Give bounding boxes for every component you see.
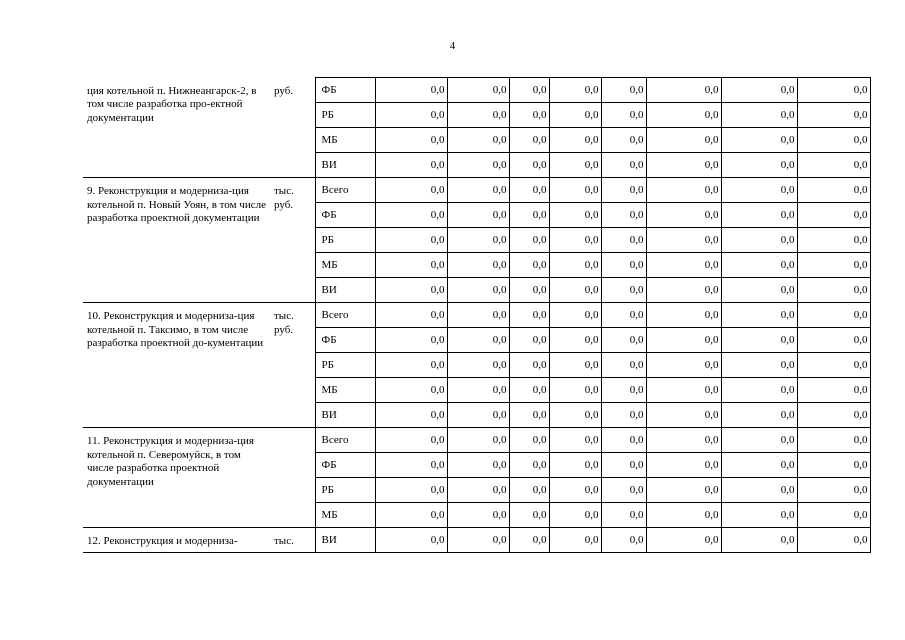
value-cell: 0,0 xyxy=(375,453,447,478)
value-cell: 0,0 xyxy=(601,328,646,353)
value-cell: 0,0 xyxy=(549,253,601,278)
value-cell: 0,0 xyxy=(375,153,447,178)
value-cell: 0,0 xyxy=(797,353,870,378)
value-cell: 0,0 xyxy=(721,428,797,453)
value-cell: 0,0 xyxy=(375,328,447,353)
value-cell: 0,0 xyxy=(601,378,646,403)
value-cell: 0,0 xyxy=(509,453,549,478)
value-cell: 0,0 xyxy=(509,128,549,153)
unit-of-measure: тыс. руб. xyxy=(271,178,315,303)
value-cell: 0,0 xyxy=(797,478,870,503)
value-cell: 0,0 xyxy=(646,153,721,178)
value-cell: 0,0 xyxy=(509,178,549,203)
funding-source: МБ xyxy=(315,128,375,153)
value-cell: 0,0 xyxy=(601,153,646,178)
value-cell: 0,0 xyxy=(509,503,549,528)
value-cell: 0,0 xyxy=(646,528,721,553)
unit-of-measure: тыс. xyxy=(271,528,315,553)
value-cell: 0,0 xyxy=(509,528,549,553)
funding-source: МБ xyxy=(315,503,375,528)
value-cell: 0,0 xyxy=(447,428,509,453)
value-cell: 0,0 xyxy=(797,253,870,278)
value-cell: 0,0 xyxy=(549,228,601,253)
value-cell: 0,0 xyxy=(375,378,447,403)
value-cell: 0,0 xyxy=(375,278,447,303)
value-cell: 0,0 xyxy=(509,378,549,403)
value-cell: 0,0 xyxy=(601,78,646,103)
value-cell: 0,0 xyxy=(601,303,646,328)
value-cell: 0,0 xyxy=(797,278,870,303)
value-cell: 0,0 xyxy=(375,203,447,228)
value-cell: 0,0 xyxy=(447,128,509,153)
value-cell: 0,0 xyxy=(549,403,601,428)
value-cell: 0,0 xyxy=(797,103,870,128)
value-cell: 0,0 xyxy=(646,103,721,128)
unit-of-measure: тыс. руб. xyxy=(271,303,315,428)
value-cell: 0,0 xyxy=(601,478,646,503)
value-cell: 0,0 xyxy=(549,503,601,528)
value-cell: 0,0 xyxy=(721,178,797,203)
value-cell: 0,0 xyxy=(601,453,646,478)
value-cell: 0,0 xyxy=(549,178,601,203)
value-cell: 0,0 xyxy=(509,78,549,103)
value-cell: 0,0 xyxy=(447,328,509,353)
value-cell: 0,0 xyxy=(509,403,549,428)
value-cell: 0,0 xyxy=(375,353,447,378)
funding-source: РБ xyxy=(315,103,375,128)
value-cell: 0,0 xyxy=(797,228,870,253)
value-cell: 0,0 xyxy=(447,453,509,478)
value-cell: 0,0 xyxy=(447,228,509,253)
value-cell: 0,0 xyxy=(646,503,721,528)
value-cell: 0,0 xyxy=(447,503,509,528)
value-cell: 0,0 xyxy=(721,453,797,478)
value-cell: 0,0 xyxy=(509,478,549,503)
value-cell: 0,0 xyxy=(721,378,797,403)
value-cell: 0,0 xyxy=(646,478,721,503)
value-cell: 0,0 xyxy=(797,528,870,553)
value-cell: 0,0 xyxy=(549,203,601,228)
value-cell: 0,0 xyxy=(549,478,601,503)
value-cell: 0,0 xyxy=(721,153,797,178)
value-cell: 0,0 xyxy=(509,253,549,278)
unit-of-measure: руб. xyxy=(271,78,315,178)
table-row xyxy=(83,428,870,453)
value-cell: 0,0 xyxy=(549,303,601,328)
value-cell: 0,0 xyxy=(375,78,447,103)
value-cell: 0,0 xyxy=(721,353,797,378)
funding-source: ФБ xyxy=(315,328,375,353)
value-cell: 0,0 xyxy=(601,428,646,453)
value-cell: 0,0 xyxy=(797,178,870,203)
value-cell: 0,0 xyxy=(721,228,797,253)
page-number: 4 xyxy=(449,40,456,52)
value-cell: 0,0 xyxy=(375,228,447,253)
value-cell: 0,0 xyxy=(646,203,721,228)
value-cell: 0,0 xyxy=(549,153,601,178)
value-cell: 0,0 xyxy=(797,403,870,428)
value-cell: 0,0 xyxy=(601,178,646,203)
value-cell: 0,0 xyxy=(601,403,646,428)
funding-source: Всего xyxy=(315,303,375,328)
funding-source: ФБ xyxy=(315,453,375,478)
value-cell: 0,0 xyxy=(721,403,797,428)
value-cell: 0,0 xyxy=(447,403,509,428)
value-cell: 0,0 xyxy=(549,278,601,303)
value-cell: 0,0 xyxy=(509,228,549,253)
value-cell: 0,0 xyxy=(375,103,447,128)
value-cell: 0,0 xyxy=(601,353,646,378)
funding-source: РБ xyxy=(315,228,375,253)
funding-source: ФБ xyxy=(315,203,375,228)
funding-source: ВИ xyxy=(315,278,375,303)
value-cell: 0,0 xyxy=(549,78,601,103)
value-cell: 0,0 xyxy=(646,78,721,103)
value-cell: 0,0 xyxy=(375,128,447,153)
value-cell: 0,0 xyxy=(721,303,797,328)
value-cell: 0,0 xyxy=(646,303,721,328)
value-cell: 0,0 xyxy=(549,128,601,153)
value-cell: 0,0 xyxy=(375,253,447,278)
value-cell: 0,0 xyxy=(646,278,721,303)
value-cell: 0,0 xyxy=(721,103,797,128)
value-cell: 0,0 xyxy=(646,428,721,453)
item-description: 10. Реконструкция и модерниза-ция котельной п. Таксимо, в том числе разработка проектной до-кументации xyxy=(83,303,271,428)
value-cell: 0,0 xyxy=(509,328,549,353)
value-cell: 0,0 xyxy=(375,303,447,328)
value-cell: 0,0 xyxy=(447,478,509,503)
table-row xyxy=(83,178,870,203)
value-cell: 0,0 xyxy=(721,328,797,353)
table-row xyxy=(83,303,870,328)
value-cell: 0,0 xyxy=(721,253,797,278)
value-cell: 0,0 xyxy=(797,128,870,153)
item-description: ция котельной п. Нижнеангарск-2, в том числе разработка про-ектной документации xyxy=(83,78,271,178)
value-cell: 0,0 xyxy=(447,103,509,128)
value-cell: 0,0 xyxy=(721,478,797,503)
value-cell: 0,0 xyxy=(509,353,549,378)
value-cell: 0,0 xyxy=(549,103,601,128)
funding-source: РБ xyxy=(315,478,375,503)
value-cell: 0,0 xyxy=(721,278,797,303)
table-row xyxy=(83,528,870,553)
value-cell: 0,0 xyxy=(375,403,447,428)
unit-of-measure xyxy=(271,428,315,528)
value-cell: 0,0 xyxy=(797,378,870,403)
value-cell: 0,0 xyxy=(646,253,721,278)
value-cell: 0,0 xyxy=(721,78,797,103)
value-cell: 0,0 xyxy=(721,528,797,553)
value-cell: 0,0 xyxy=(509,153,549,178)
value-cell: 0,0 xyxy=(646,128,721,153)
value-cell: 0,0 xyxy=(601,528,646,553)
value-cell: 0,0 xyxy=(646,353,721,378)
item-description: 12. Реконструкция и модерниза- xyxy=(83,528,271,553)
value-cell: 0,0 xyxy=(721,203,797,228)
value-cell: 0,0 xyxy=(601,128,646,153)
value-cell: 0,0 xyxy=(375,478,447,503)
value-cell: 0,0 xyxy=(646,328,721,353)
value-cell: 0,0 xyxy=(601,203,646,228)
value-cell: 0,0 xyxy=(549,453,601,478)
item-description: 11. Реконструкция и модерниза-ция котельной п. Северомуйск, в том числе разработка проектной документации xyxy=(83,428,271,528)
value-cell: 0,0 xyxy=(601,278,646,303)
value-cell: 0,0 xyxy=(375,503,447,528)
value-cell: 0,0 xyxy=(797,453,870,478)
value-cell: 0,0 xyxy=(509,278,549,303)
value-cell: 0,0 xyxy=(797,153,870,178)
value-cell: 0,0 xyxy=(447,253,509,278)
value-cell: 0,0 xyxy=(721,503,797,528)
funding-source: ВИ xyxy=(315,528,375,553)
value-cell: 0,0 xyxy=(797,503,870,528)
item-description: 9. Реконструкция и модерниза-ция котельной п. Новый Уоян, в том числе разработка проектной документации xyxy=(83,178,271,303)
value-cell: 0,0 xyxy=(375,428,447,453)
value-cell: 0,0 xyxy=(447,78,509,103)
value-cell: 0,0 xyxy=(447,353,509,378)
value-cell: 0,0 xyxy=(549,328,601,353)
value-cell: 0,0 xyxy=(447,178,509,203)
value-cell: 0,0 xyxy=(646,178,721,203)
value-cell: 0,0 xyxy=(447,528,509,553)
value-cell: 0,0 xyxy=(797,303,870,328)
value-cell: 0,0 xyxy=(549,428,601,453)
value-cell: 0,0 xyxy=(549,528,601,553)
value-cell: 0,0 xyxy=(509,428,549,453)
funding-source: МБ xyxy=(315,253,375,278)
value-cell: 0,0 xyxy=(375,178,447,203)
value-cell: 0,0 xyxy=(797,428,870,453)
value-cell: 0,0 xyxy=(721,128,797,153)
value-cell: 0,0 xyxy=(447,378,509,403)
value-cell: 0,0 xyxy=(646,403,721,428)
value-cell: 0,0 xyxy=(601,253,646,278)
funding-source: ВИ xyxy=(315,153,375,178)
value-cell: 0,0 xyxy=(601,103,646,128)
value-cell: 0,0 xyxy=(509,103,549,128)
value-cell: 0,0 xyxy=(601,228,646,253)
funding-source: ФБ xyxy=(315,78,375,103)
value-cell: 0,0 xyxy=(646,453,721,478)
value-cell: 0,0 xyxy=(447,303,509,328)
value-cell: 0,0 xyxy=(549,353,601,378)
funding-source: Всего xyxy=(315,178,375,203)
table-row xyxy=(83,78,870,103)
value-cell: 0,0 xyxy=(509,203,549,228)
value-cell: 0,0 xyxy=(646,378,721,403)
value-cell: 0,0 xyxy=(797,78,870,103)
value-cell: 0,0 xyxy=(646,228,721,253)
funding-source: ВИ xyxy=(315,403,375,428)
value-cell: 0,0 xyxy=(797,203,870,228)
funding-source: МБ xyxy=(315,378,375,403)
funding-source: РБ xyxy=(315,353,375,378)
value-cell: 0,0 xyxy=(601,503,646,528)
value-cell: 0,0 xyxy=(549,378,601,403)
value-cell: 0,0 xyxy=(447,278,509,303)
value-cell: 0,0 xyxy=(509,303,549,328)
value-cell: 0,0 xyxy=(797,328,870,353)
value-cell: 0,0 xyxy=(447,153,509,178)
value-cell: 0,0 xyxy=(447,203,509,228)
value-cell: 0,0 xyxy=(375,528,447,553)
funding-source: Всего xyxy=(315,428,375,453)
budget-table xyxy=(83,77,871,553)
